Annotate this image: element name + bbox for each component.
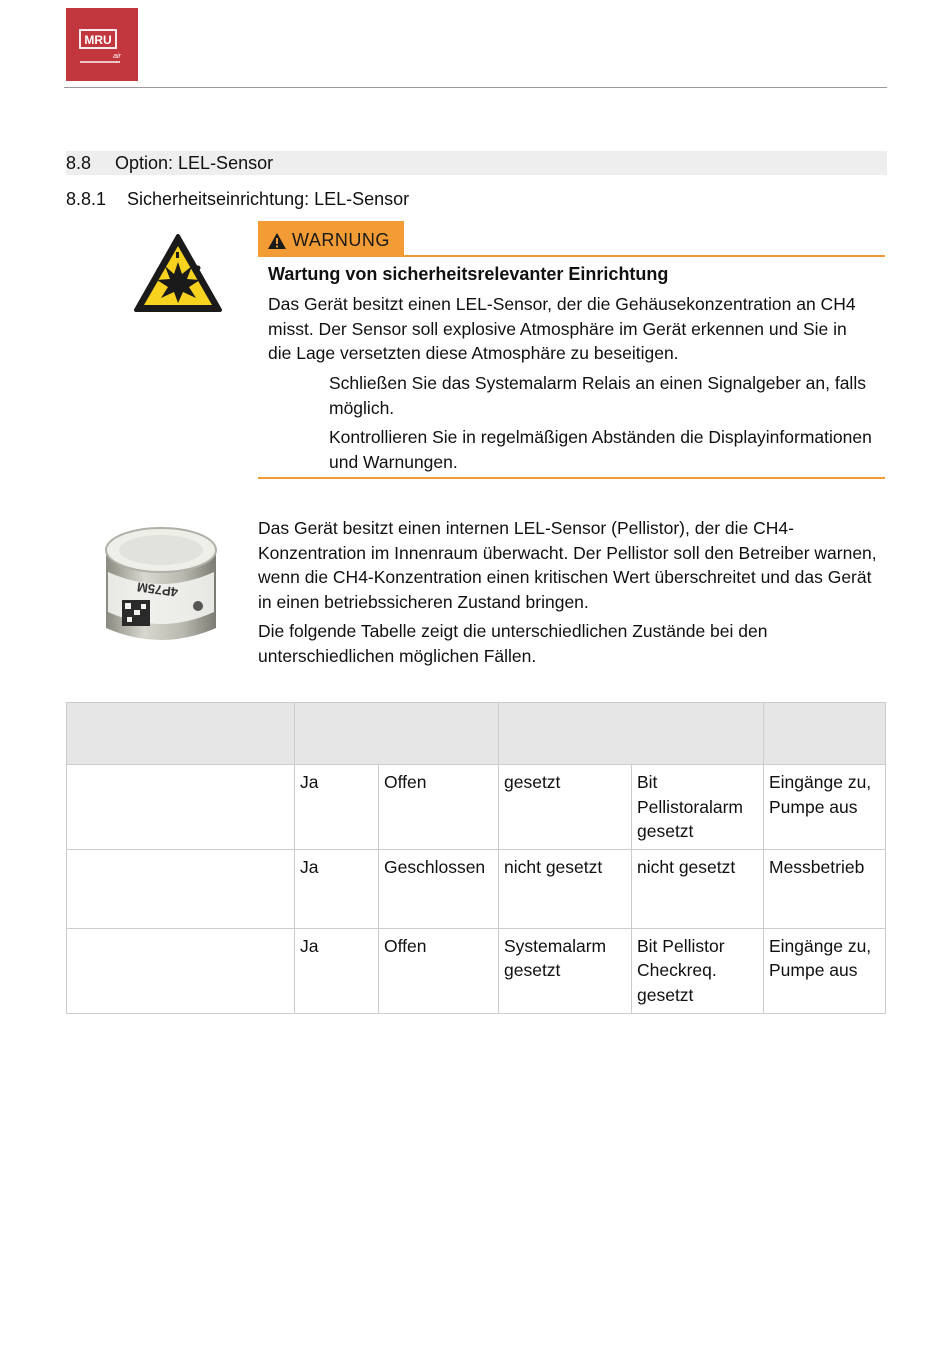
warning-label-text: WARNUNG xyxy=(292,230,390,250)
table-cell: gesetzt xyxy=(499,765,632,850)
warning-label xyxy=(258,221,404,255)
section-heading xyxy=(66,151,887,175)
section-title: Option: LEL-Sensor xyxy=(115,153,274,173)
subsection-title: Sicherheitseinrichtung: LEL-Sensor xyxy=(127,189,410,209)
warning-top-rule xyxy=(258,255,885,257)
logo-subtext: air xyxy=(113,53,121,60)
table-cell: nicht gesetzt xyxy=(632,849,764,928)
table-cell: Geschlossen xyxy=(379,849,499,928)
table-cell: Eingänge zu, Pumpe aus xyxy=(764,765,886,850)
section-number: 8.8 xyxy=(66,153,92,173)
header-divider xyxy=(64,87,887,88)
table-header-cell xyxy=(499,703,764,765)
mru-logo xyxy=(66,8,138,81)
warning-triangle-icon xyxy=(267,232,287,250)
table-cell: nicht gesetzt xyxy=(499,849,632,928)
subsection-number: 8.8.1 xyxy=(66,189,107,209)
pellistor-sensor-image xyxy=(100,520,222,648)
table-cell: Messbetrieb xyxy=(764,849,886,928)
warning-step: Schließen Sie das Systemalarm Relais an einen Signalgeber an, falls möglich. xyxy=(329,373,866,418)
table-row-label xyxy=(67,849,295,928)
table-cell: Systemalarm gesetzt xyxy=(499,928,632,1013)
logo-mark xyxy=(66,8,138,81)
table-header-cell xyxy=(67,703,295,765)
table-row xyxy=(67,765,886,850)
table-cell: Bit Pellistor Checkreq. gesetzt xyxy=(632,928,764,1013)
intro-paragraph: Das Gerät besitzt einen internen LEL-Sensor (Pellistor), der die CH4-Konzentration im Innenraum überwacht. Der Pellistor soll den Betreiber warnen, wenn die CH4-Konzentration einen kritischen Wert überschreitet und das Gerät in einen betriebssicheren Zustand bringen. xyxy=(258,518,877,612)
explosion-hazard-icon xyxy=(132,232,224,316)
table-intro-paragraph: Die folgende Tabelle zeigt die unterschiedlichen Zustände bei den unterschiedlichen möglichen Fällen. xyxy=(258,621,768,666)
warning-title: Wartung von sicherheitsrelevanter Einrichtung xyxy=(268,264,669,284)
table-header-cell xyxy=(295,703,499,765)
table-cell: Offen xyxy=(379,765,499,850)
table-cell: Bit Pellistoralarm gesetzt xyxy=(632,765,764,850)
table-cell: Eingänge zu, Pumpe aus xyxy=(764,928,886,1013)
table-row xyxy=(67,849,886,928)
logo-text: MRU xyxy=(84,33,112,47)
table-cell: Ja xyxy=(295,849,379,928)
table-row xyxy=(67,928,886,1013)
sensor-label-text: 4P75M xyxy=(136,579,179,600)
table-cell: Offen xyxy=(379,928,499,1013)
warning-body: Das Gerät besitzt einen LEL-Sensor, der die Gehäusekonzentration an CH4 misst. Der Sensor soll explosive Atmosphäre im Gerät erkennen und Sie in die Lage versetzten diese Atmosphäre zu beseitigen. xyxy=(268,294,856,363)
table-row-label xyxy=(67,765,295,850)
warning-step: Kontrollieren Sie in regelmäßigen Abständen die Displayinformationen und Warnungen. xyxy=(329,427,872,472)
state-table xyxy=(66,702,886,1014)
table-header-row xyxy=(67,703,886,765)
table-row-label xyxy=(67,928,295,1013)
table-header-cell xyxy=(764,703,886,765)
warning-bottom-rule xyxy=(258,477,885,479)
table-cell: Ja xyxy=(295,928,379,1013)
table-cell: Ja xyxy=(295,765,379,850)
